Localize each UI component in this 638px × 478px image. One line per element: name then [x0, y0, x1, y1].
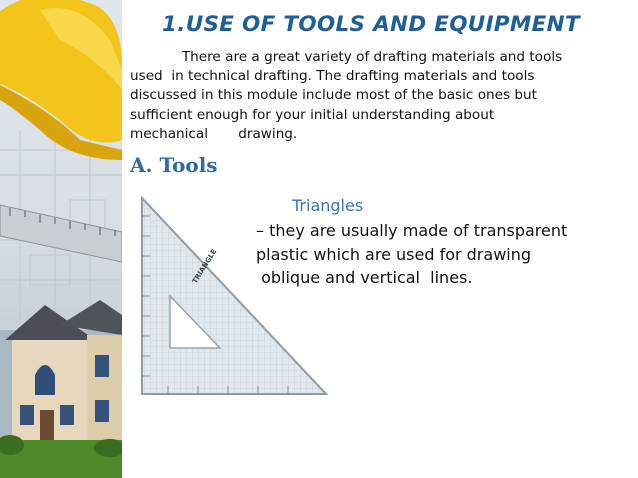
tool-description-line: oblique and vertical lines. [256, 268, 473, 287]
set-square-brand: TRIANGLE [190, 247, 219, 286]
hard-hat-image [0, 0, 122, 160]
tool-name: Triangles [292, 196, 364, 215]
tool-description-line: plastic which are used for drawing [256, 244, 532, 264]
house-image [0, 300, 122, 478]
intro-line: mechanical drawing. [130, 125, 298, 142]
intro-line: used in technical drafting. The drafting materials and tools [130, 68, 535, 85]
intro-line: There are a great variety of drafting materials and tools [130, 49, 563, 65]
slide-title: 1.USE OF TOOLS AND EQUIPMENT [162, 12, 580, 37]
side-collage-image [0, 0, 122, 478]
section-heading: A. Tools [130, 153, 218, 177]
intro-line: sufficient enough for your initial understanding about [130, 106, 495, 123]
tool-description [256, 219, 567, 290]
intro-paragraph [130, 48, 630, 144]
intro-line: discussed in this module include most of the basic ones but [130, 87, 537, 104]
tool-description-line: – they are usually made of transparent [256, 221, 568, 240]
ruler-image [0, 205, 122, 262]
